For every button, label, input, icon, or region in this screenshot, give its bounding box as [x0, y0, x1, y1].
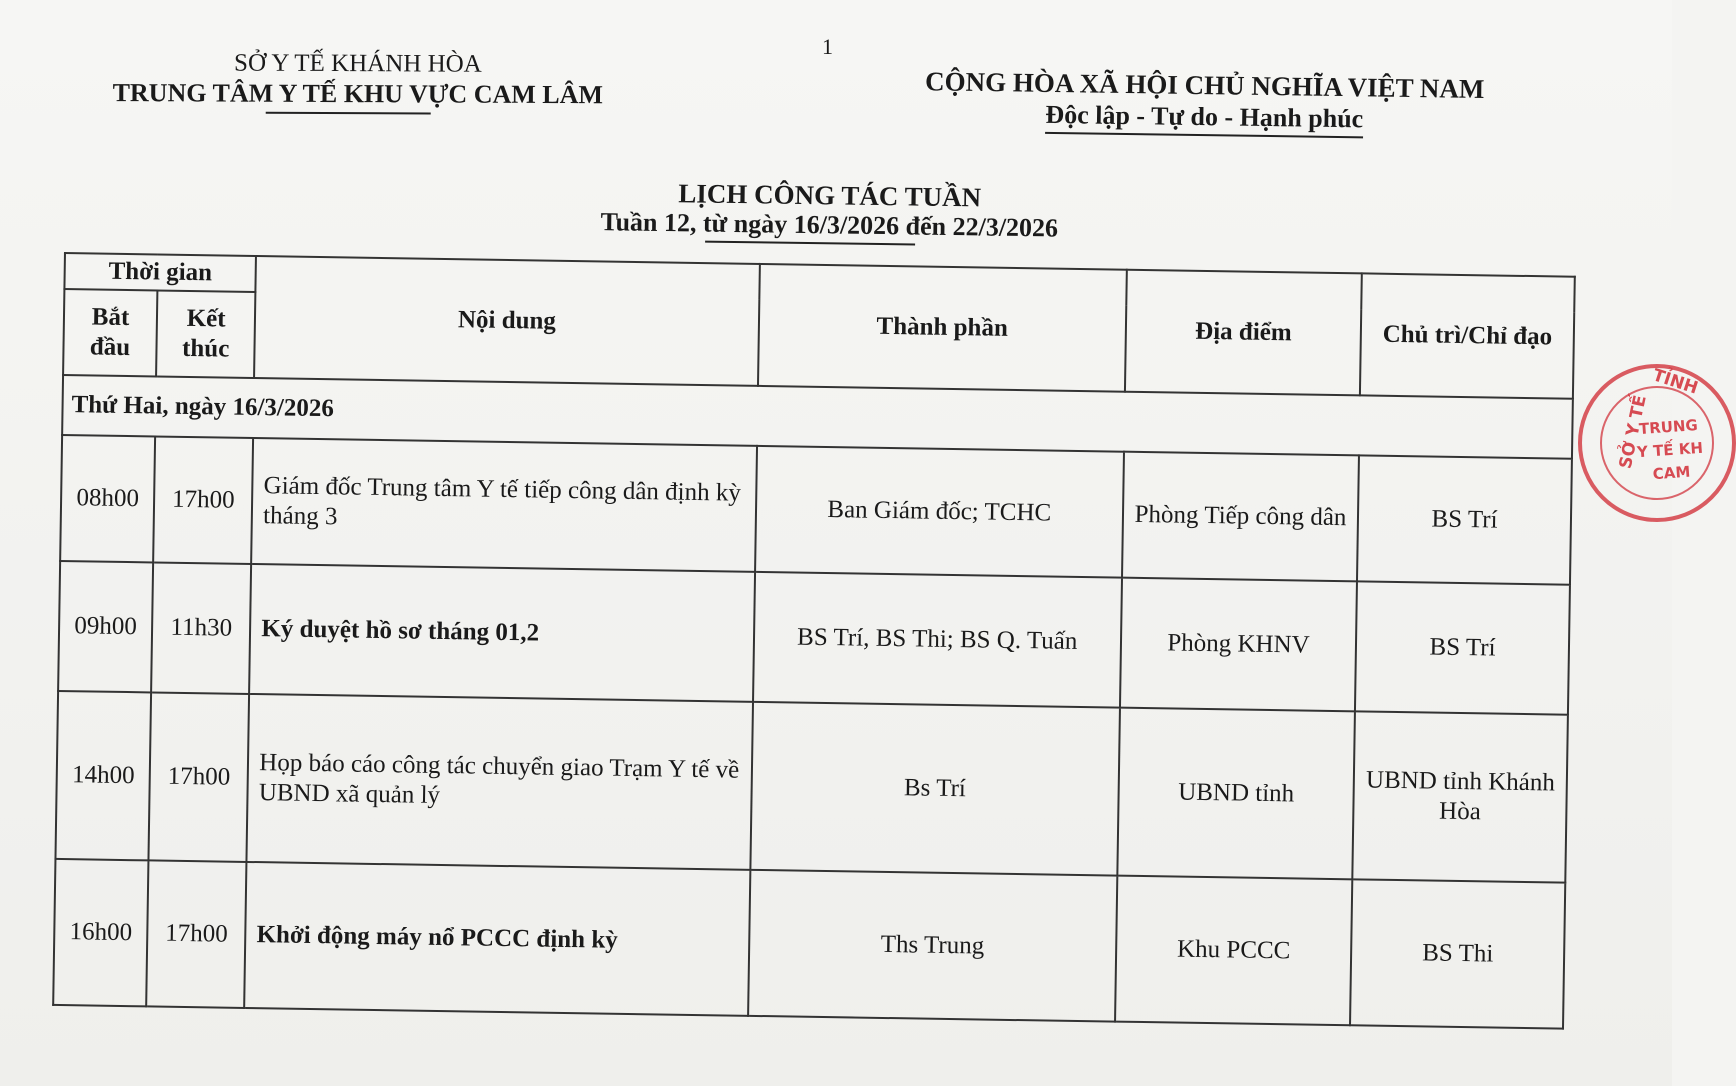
participants-cell: Bs Trí — [750, 702, 1120, 876]
weekly-schedule-table — [52, 252, 1576, 1030]
end-time-cell: 11h30 — [151, 562, 251, 694]
table-row — [60, 435, 1572, 585]
organization-name: TRUNG TÂM Y TẾ KHU VỰC CAM LÂM — [112, 78, 604, 110]
content-cell: Giám đốc Trung tâm Y tế tiếp công dân định kỳ tháng 3 — [251, 438, 756, 572]
document-subtitle: Tuần 12, từ ngày 16/3/2026 đến 22/3/2026 — [600, 207, 1059, 243]
participants-cell: BS Trí, BS Thi; BS Q. Tuấn — [753, 572, 1122, 708]
national-motto: Độc lập - Tự do - Hạnh phúc — [1045, 100, 1363, 138]
end-time-cell: 17h00 — [149, 692, 250, 862]
location-cell: Khu PCCC — [1115, 876, 1353, 1026]
host-cell: UBND tỉnh Khánh Hòa — [1352, 711, 1567, 882]
participants-header: Thành phần — [758, 264, 1127, 392]
location-cell: Phòng Tiếp công dân — [1122, 452, 1359, 582]
country-name: CỘNG HÒA XÃ HỘI CHỦ NGHĨA VIỆT NAM — [924, 66, 1485, 105]
content-header: Nội dung — [254, 256, 759, 386]
parent-organization: SỞ Y TẾ KHÁNH HÒA — [234, 49, 482, 78]
host-cell: BS Trí — [1357, 455, 1572, 584]
stamp-edge-left-text: SỞ Y TẾ — [1615, 393, 1651, 471]
document-title-block — [519, 176, 1140, 249]
organization-underline — [265, 112, 430, 115]
time-group-header: Thời gian — [64, 253, 256, 292]
national-header — [909, 66, 1500, 140]
location-header: Địa điểm — [1125, 270, 1362, 396]
start-time-cell: 16h00 — [53, 859, 148, 1006]
stamp-center-text — [1624, 413, 1717, 488]
date-underline — [705, 241, 915, 246]
content-cell: Khởi động máy nổ PCCC định kỳ — [244, 862, 750, 1016]
official-stamp — [1578, 364, 1736, 522]
schedule-table-wrapper — [52, 252, 1576, 1030]
start-time-header: Bắt đầu — [63, 289, 157, 376]
start-time-cell: 14h00 — [55, 691, 151, 860]
stamp-line-2: Y TẾ KH — [1636, 438, 1704, 462]
host-header: Chủ trì/Chỉ đạo — [1360, 273, 1575, 398]
host-cell: BS Thi — [1350, 879, 1565, 1028]
end-time-cell: 17h00 — [153, 436, 253, 564]
content-cell: Họp báo cáo công tác chuyển giao Trạm Y tế về UBND xã quản lý — [247, 694, 753, 870]
stamp-edge-top-text: TỈNH — [1650, 365, 1701, 399]
participants-cell: Ths Trung — [748, 870, 1118, 1022]
table-row — [55, 691, 1567, 883]
location-cell: UBND tỉnh — [1117, 708, 1355, 880]
start-time-cell: 08h00 — [60, 435, 155, 562]
end-time-cell: 17h00 — [146, 860, 246, 1008]
table-row — [53, 859, 1565, 1029]
content-cell: Ký duyệt hồ sơ tháng 01,2 — [249, 564, 754, 702]
location-cell: Phòng KHNV — [1120, 578, 1357, 712]
start-time-cell: 09h00 — [58, 561, 153, 692]
stamp-line-1: TRUNG — [1638, 416, 1699, 439]
end-time-header: Kết thúc — [156, 290, 256, 378]
issuing-organization-header — [98, 48, 618, 115]
table-row — [58, 561, 1570, 715]
host-cell: BS Trí — [1355, 581, 1570, 714]
day-label: Thứ Hai, ngày 16/3/2026 — [62, 375, 1573, 459]
document-title: LỊCH CÔNG TÁC TUẦN — [678, 178, 982, 213]
page-number: 1 — [822, 34, 833, 59]
stamp-line-3: CAM — [1652, 462, 1691, 484]
participants-cell: Ban Giám đốc; TCHC — [755, 446, 1124, 578]
